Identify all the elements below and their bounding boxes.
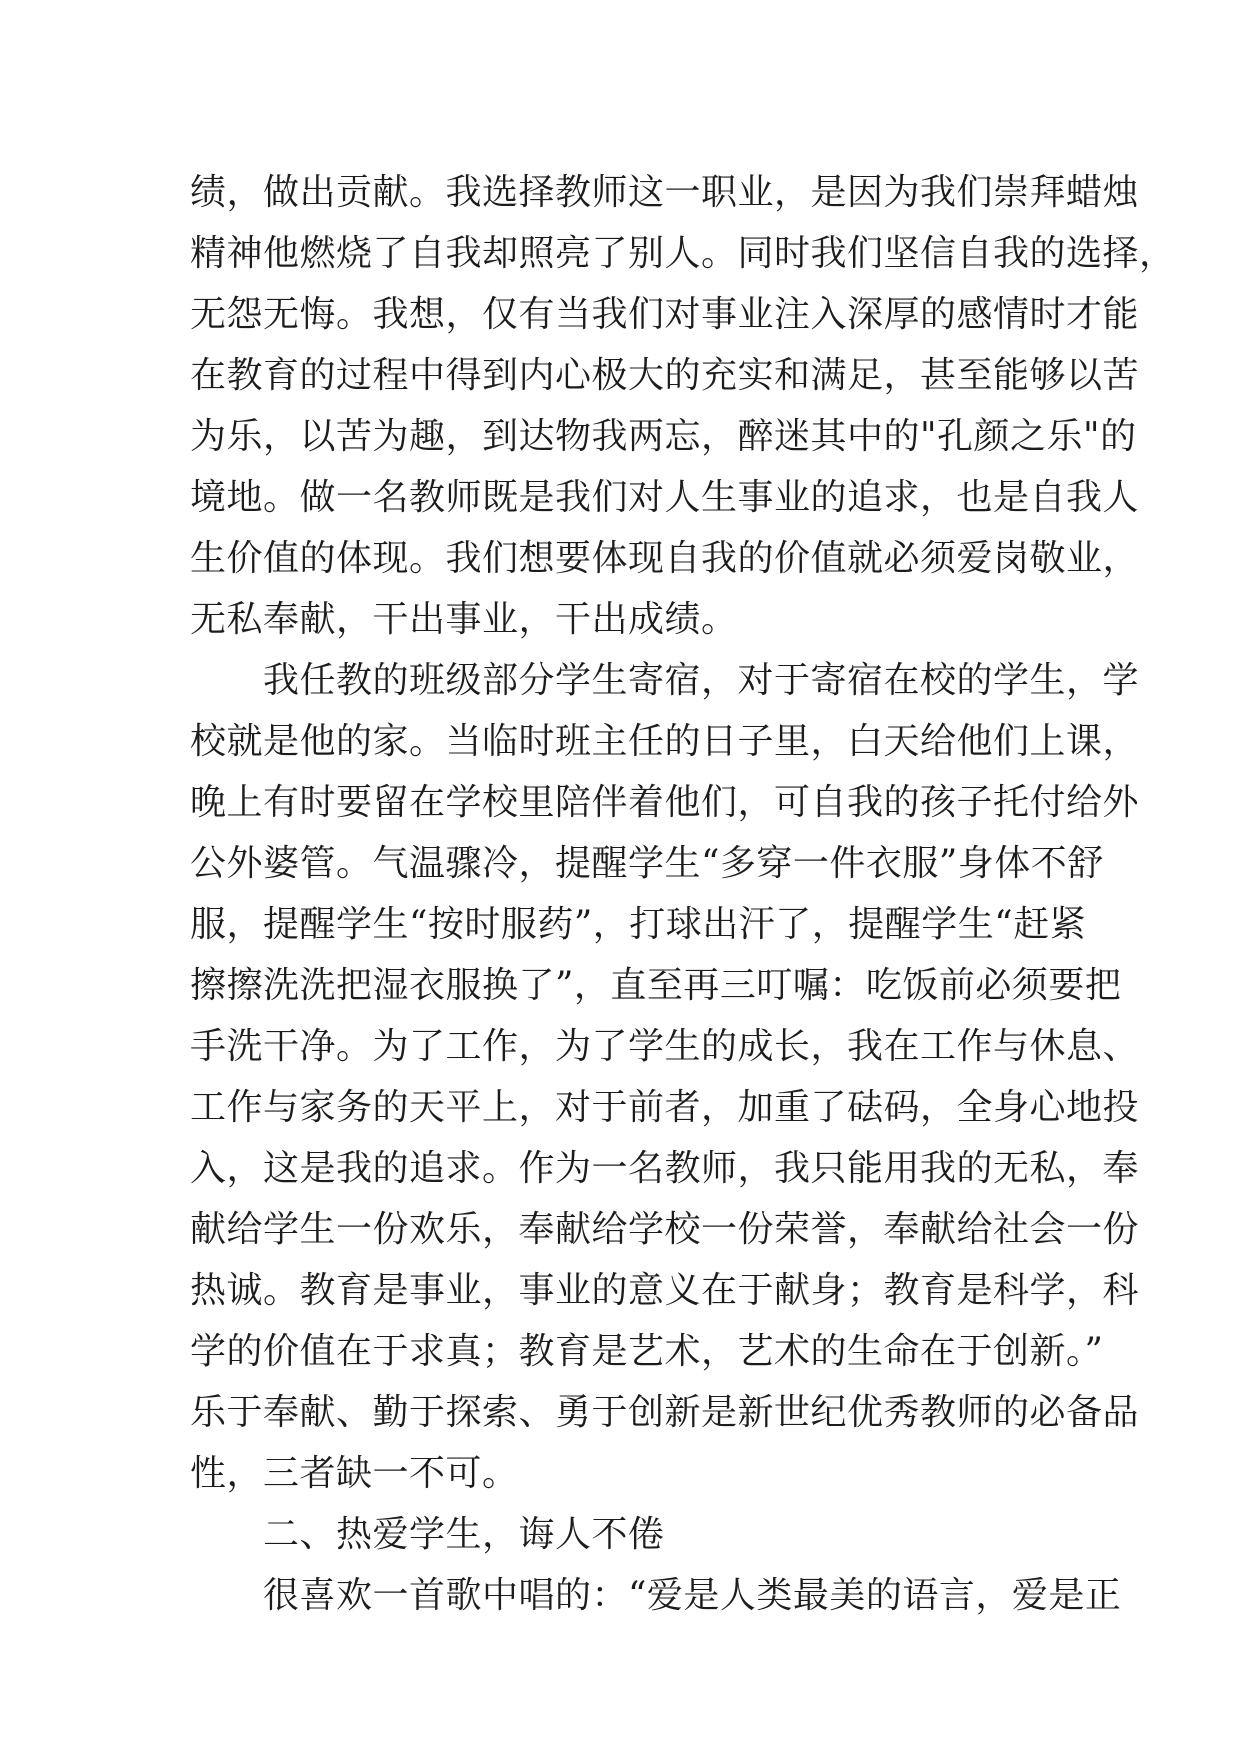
text-line: 生价值的体现。我们想要体现自我的价值就必须爱岗敬业， [190, 538, 1140, 579]
body-text [190, 162, 1176, 1626]
text-line: 公外婆管。气温骤冷，提醒学生“多穿一件衣服”身体不舒 [190, 843, 1104, 884]
text-line: 入，这是我的追求。作为一名教师，我只能用我的无私，奉 [190, 1148, 1140, 1189]
text-line: 无私奉献，干出事业，干出成绩。 [190, 599, 738, 640]
text-line: 服，提醒学生“按时服药”，打球出汗了，提醒学生“赶紧 [190, 904, 1087, 945]
text-line: 性，三者缺一不可。 [190, 1453, 519, 1494]
text-line: 在教育的过程中得到内心极大的充实和满足，甚至能够以苦 [190, 355, 1140, 396]
text-line: 绩，做出贡献。我选择教师这一职业，是因为我们崇拜蜡烛 [190, 172, 1140, 213]
text-line: 境地。做一名教师既是我们对人生事业的追求，也是自我人 [190, 477, 1140, 518]
text-line: 热诚。教育是事业，事业的意义在于献身；教育是科学，科 [190, 1270, 1140, 1311]
text-line: 无怨无悔。我想，仅有当我们对事业注入深厚的感情时才能 [190, 294, 1140, 335]
text-line: 为乐，以苦为趣，到达物我两忘，醉迷其中的"孔颜之乐"的 [190, 416, 1137, 457]
text-line: 乐于奉献、勤于探索、勇于创新是新世纪优秀教师的必备品 [190, 1392, 1140, 1433]
section-heading: 二、热爱学生，诲人不倦 [190, 1514, 665, 1555]
paragraph-start-line: 我任教的班级部分学生寄宿，对于寄宿在校的学生，学 [190, 660, 1140, 701]
text-line: 晚上有时要留在学校里陪伴着他们，可自我的孩子托付给外 [190, 782, 1140, 823]
text-line: 校就是他的家。当临时班主任的日子里，白天给他们上课， [190, 721, 1140, 762]
text-line: 手洗干净。为了工作，为了学生的成长，我在工作与休息、 [190, 1026, 1140, 1067]
text-line: 献给学生一份欢乐，奉献给学校一份荣誉，奉献给社会一份 [190, 1209, 1140, 1250]
text-line: 学的价值在于求真；教育是艺术，艺术的生命在于创新。” [190, 1331, 1104, 1372]
paragraph-start-line: 很喜欢一首歌中唱的：“爱是人类最美的语言，爱是正 [190, 1575, 1122, 1616]
text-line: 工作与家务的天平上，对于前者，加重了砝码，全身心地投 [190, 1087, 1140, 1128]
text-line: 精神他燃烧了自我却照亮了别人。同时我们坚信自我的选择， [190, 233, 1176, 274]
text-line: 擦擦洗洗把湿衣服换了”，直至再三叮嘱：吃饭前必须要把 [190, 965, 1122, 1006]
